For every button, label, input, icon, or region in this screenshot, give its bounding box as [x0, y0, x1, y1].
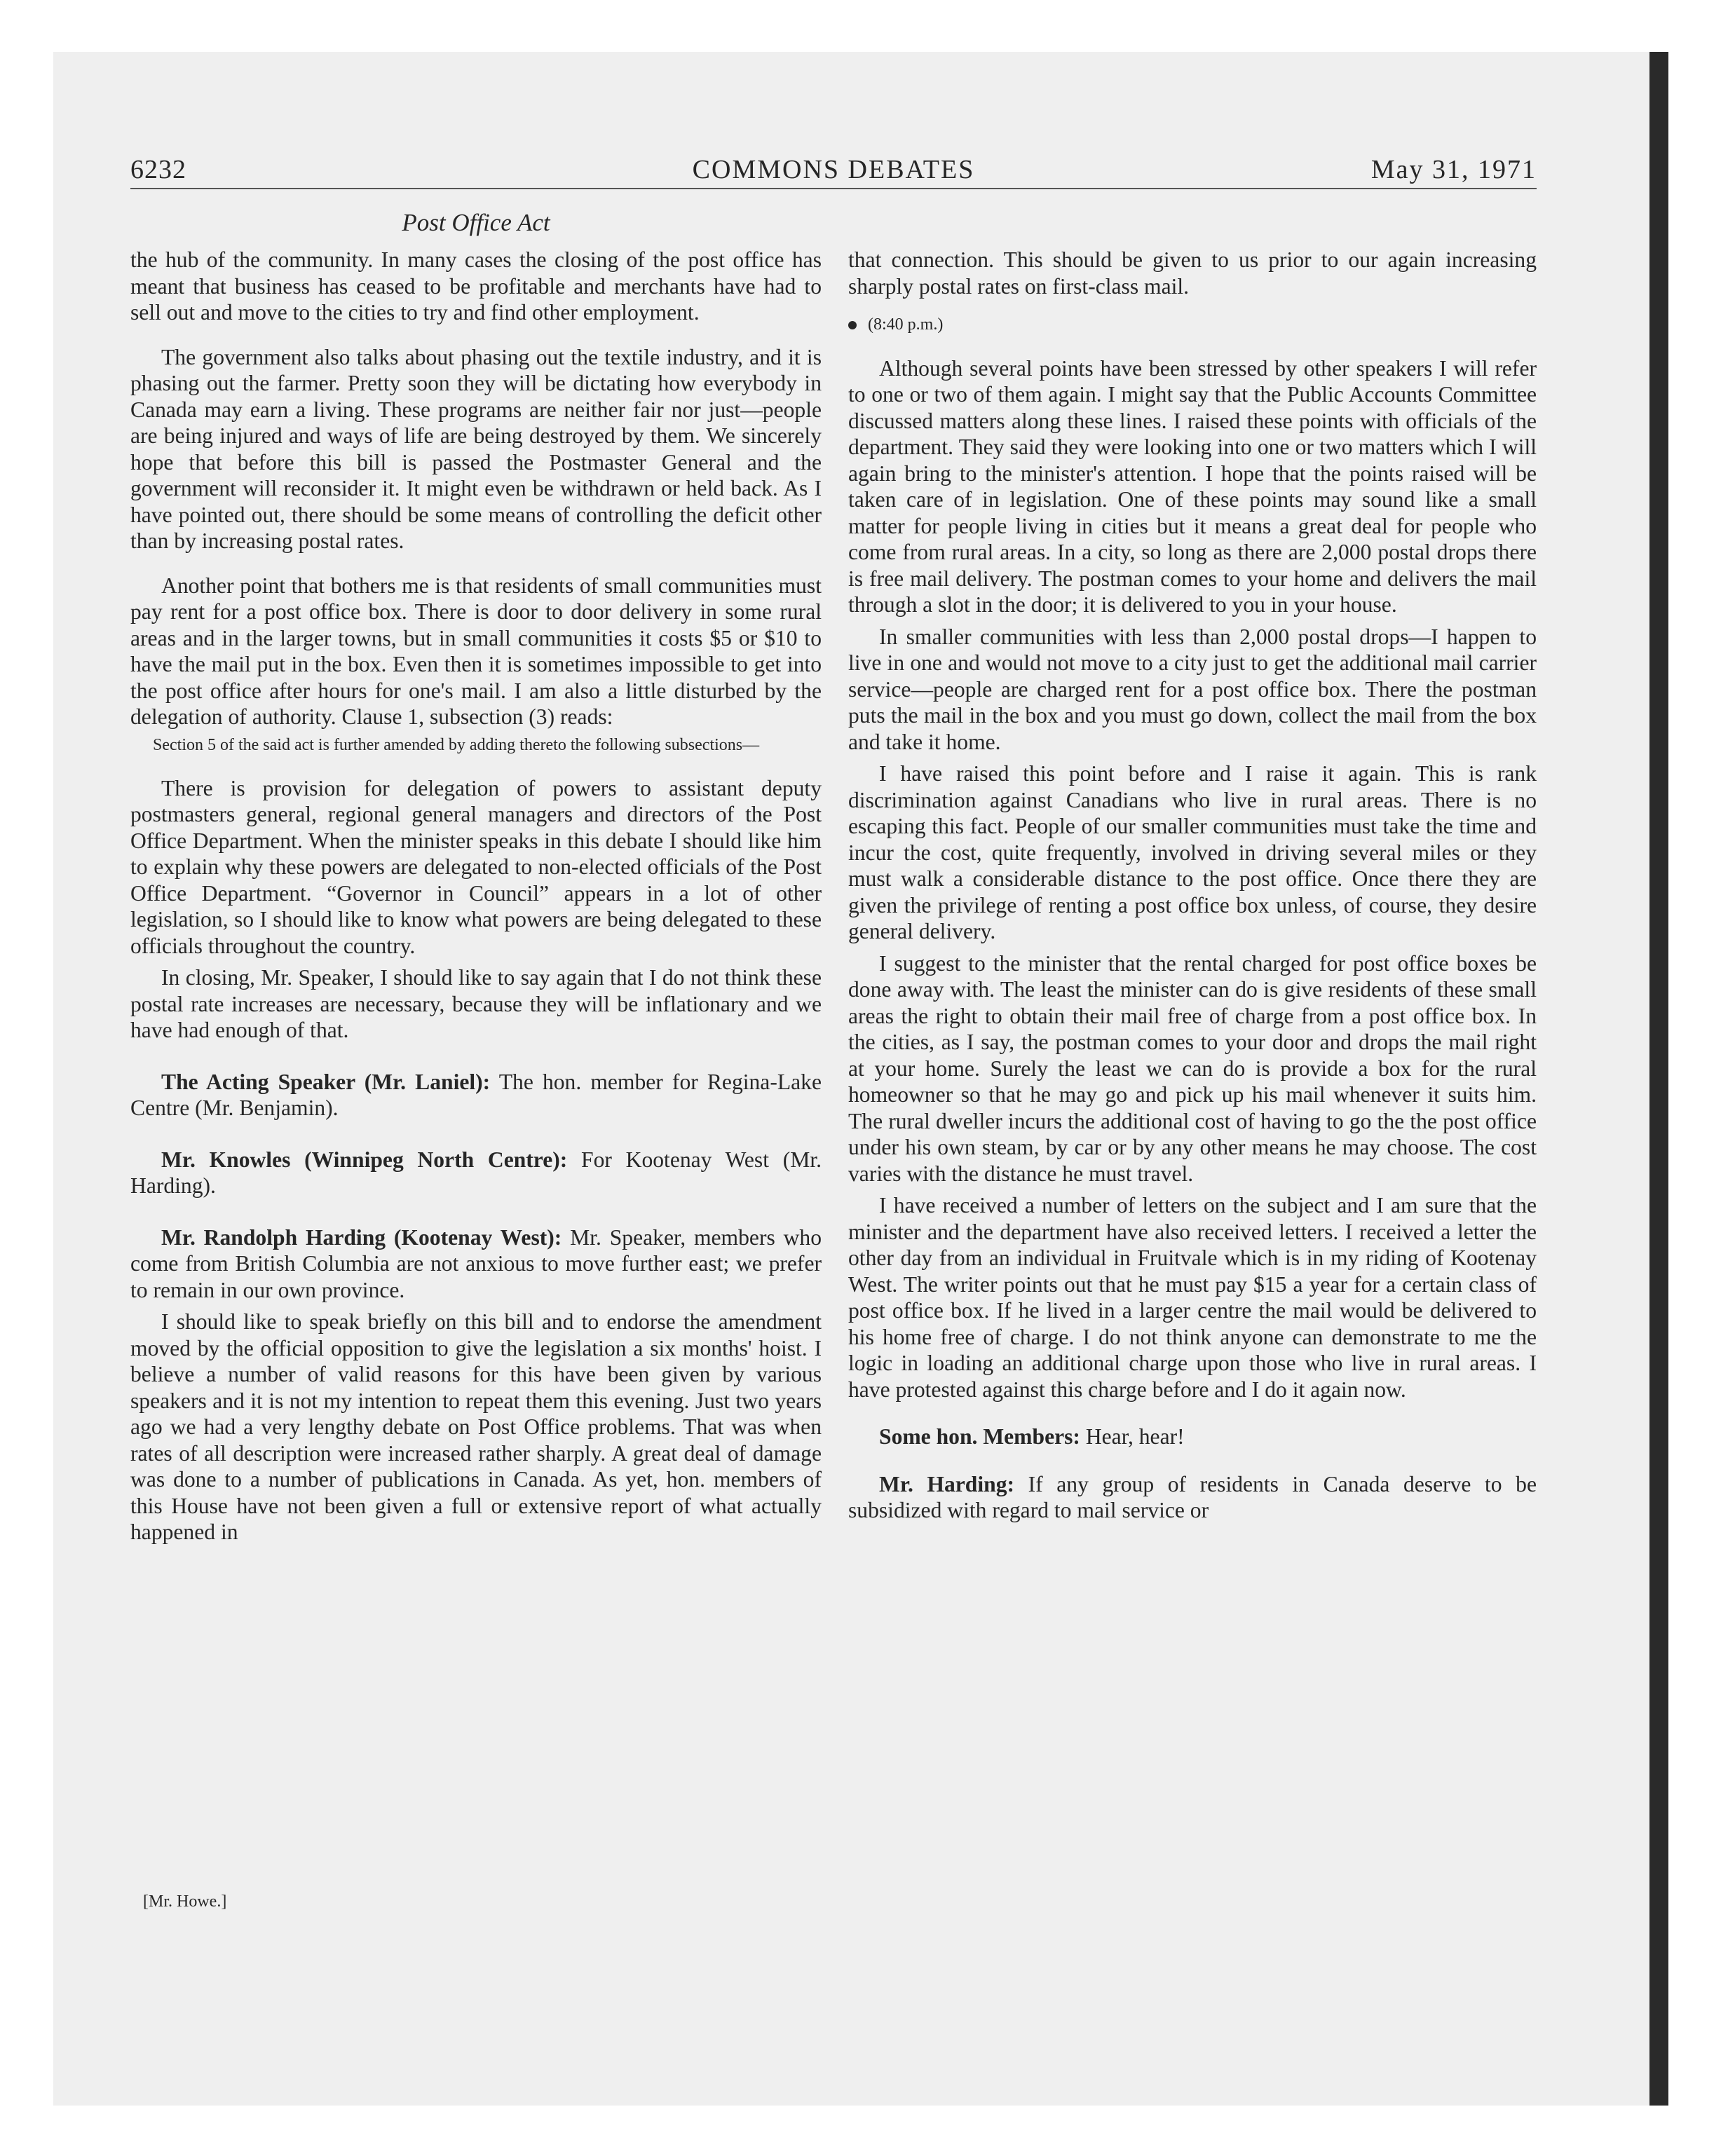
paragraph: In smaller communities with less than 2,000 postal drops—I happen to live in one and would not move to a city just to get the additional mail carrier service—people are charged rent for a post office box. There the postman puts the mail in the box and you must go down, collect the mail from the box and take it home. — [848, 624, 1537, 754]
page-header — [130, 150, 1537, 189]
right-column — [848, 247, 1537, 1524]
paragraph: that connection. This should be given to us prior to our again increasing sharply postal rates on first-class mail. — [848, 247, 1537, 299]
paragraph: In closing, Mr. Speaker, I should like to say again that I do not think these postal rate increases are necessary, because they will be inflationary and we have had enough of that. — [130, 965, 822, 1042]
speech-text: The hon. member for Regina-Lake Centre (Mr. Benjamin). — [130, 1069, 822, 1120]
publication-title: COMMONS DEBATES — [692, 155, 975, 184]
running-title: Post Office Act — [402, 209, 550, 236]
paragraph: the hub of the community. In many cases the closing of the post office has meant that business has ceased to be profitable and merchants have had to sell out and move to the cities to try and find other employment. — [130, 247, 822, 325]
speech-text: If any group of residents in Canada deserve to be subsidized with regard to mail service or — [848, 1471, 1537, 1522]
speaker-name: Some hon. Members: — [879, 1424, 1080, 1449]
paragraph: Although several points have been stressed by other speakers I will refer to one or two of them again. I might say that the Public Accounts Committee discussed matters along these lines. I raised these points with officials of the department. They said they were looking into one or two matters which I will again bring to the minister's attention. I hope that the points raised will be taken care of in legislation. One of these points may sound like a small matter for people living in cities but it means a great deal for people who come from rural areas. In a city, so long as there are 2,000 postal drops there is free mail delivery. The postman comes to your home and delivers the mail through a slot in the door; it is delivered to you in your house. — [848, 355, 1537, 617]
timestamp — [848, 312, 1537, 339]
block-quote: Section 5 of the said act is further amended by adding thereto the following subsections— — [153, 735, 760, 754]
paragraph: I should like to speak briefly on this bill and to endorse the amendment moved by the official opposition to give the legislation a six months' hoist. I believe a number of valid reasons for this have been given by various speakers and it is not my intention to repeat them this evening. Just two years ago we had a very lengthy debate on Post Office problems. That was when rates of all description were increased rather sharply. A great deal of damage was done to a number of publications in Canada. As yet, hon. members of this House have not been given a full or extensive report of what actually happened in — [130, 1309, 822, 1544]
footer-speaker-reference: [Mr. Howe.] — [143, 1892, 227, 1911]
paragraph: Another point that bothers me is that residents of small communities must pay rent for a post office box. There is door to door delivery in some rural areas and in the larger towns, but in small communities it costs $5 or $10 to have the mail put in the box. Even then it is sometimes impossible to get into the post office after hours for one's mail. I am also a little disturbed by the delegation of authority. Clause 1, subsection (3) reads: — [130, 573, 822, 729]
speaker-name: The Acting Speaker (Mr. Laniel): — [161, 1069, 491, 1094]
paragraph: The government also talks about phasing out the textile industry, and it is phasing out the farmer. Pretty soon they will be dictating how everybody in Canada may earn a living. These programs are neither fair nor just—people are being injured and ways of life are being destroyed by them. We sincerely hope that before this bill is passed the Postmaster General and the government will reconsider it. It might even be withdrawn or held back. As I have pointed out, there should be some means of controlling the deficit other than by increasing postal rates. — [130, 344, 822, 553]
paragraph: I suggest to the minister that the rental charged for post office boxes be done away with. The least the minister can do is give residents of these small areas the right to obtain their mail free of charge from a post office box. In the cities, as I say, the postman comes to your door and drops the mail right at your home. Surely the least we can do is provide a box for the rural homeowner so that he may go and pick up his mail whenever it suits him. The rural dweller incurs the additional cost of having to go the the post office under his own steam, by car or by any other means he may choose. The cost varies with the distance he must travel. — [848, 950, 1537, 1186]
scan-edge-bar — [1649, 52, 1668, 2106]
speaker-name: Mr. Harding: — [879, 1471, 1015, 1496]
speech-text: Mr. Speaker, members who come from British Columbia are not anxious to move further east; we prefer to remain in our own province. — [130, 1224, 822, 1302]
publication-date: May 31, 1971 — [1370, 155, 1537, 184]
speaker-paragraph — [130, 1224, 822, 1304]
left-column — [130, 247, 822, 1546]
speaker-paragraph — [130, 1147, 822, 1199]
speech-text: Hear, hear! — [1080, 1424, 1185, 1449]
bullet-icon — [848, 321, 857, 329]
speaker-name: Mr. Knowles (Winnipeg North Centre): — [161, 1147, 568, 1172]
paragraph: I have received a number of letters on the subject and I am sure that the minister and the department have also received letters. I received a letter the other day from an individual in Fruitvale which is in my riding of Kootenay West. The writer points out that he must pay $15 a year for a certain class of post office box. If he lived in a larger centre the mail would be delivered to his home free of charge. I do not think anyone can demonstrate to me the logic in loading an additional charge upon those who live in rural areas. I have protested against this charge before and I do it again now. — [848, 1193, 1537, 1402]
speaker-paragraph — [130, 1069, 822, 1121]
paragraph: I have raised this point before and I raise it again. This is rank discrimination against Canadians who live in rural areas. There is no escaping this fact. People of our smaller communities must take the time and incur the cost, quite frequently, involved in driving several miles or they must walk a considerable distance to the post office. Once there they are given the privilege of renting a post office box unless, of course, they desire general delivery. — [848, 761, 1537, 943]
timestamp-text: (8:40 p.m.) — [868, 315, 944, 334]
speech-text: For Kootenay West (Mr. Harding). — [130, 1147, 822, 1198]
speaker-name: Mr. Randolph Harding (Kootenay West): — [161, 1224, 562, 1250]
speaker-paragraph — [848, 1424, 1537, 1450]
paragraph: There is provision for delegation of powers to assistant deputy postmasters general, regional general managers and directors of the Post Office Department. When the minister speaks in this debate I should like him to explain why these powers are delegated to non-elected officials of the Post Office Department. “Governor in Council” appears in a lot of other legislation, so I should like to know what powers are being delegated to these officials throughout the country. — [130, 775, 822, 958]
page-number: 6232 — [130, 155, 186, 184]
speaker-paragraph — [848, 1471, 1537, 1524]
